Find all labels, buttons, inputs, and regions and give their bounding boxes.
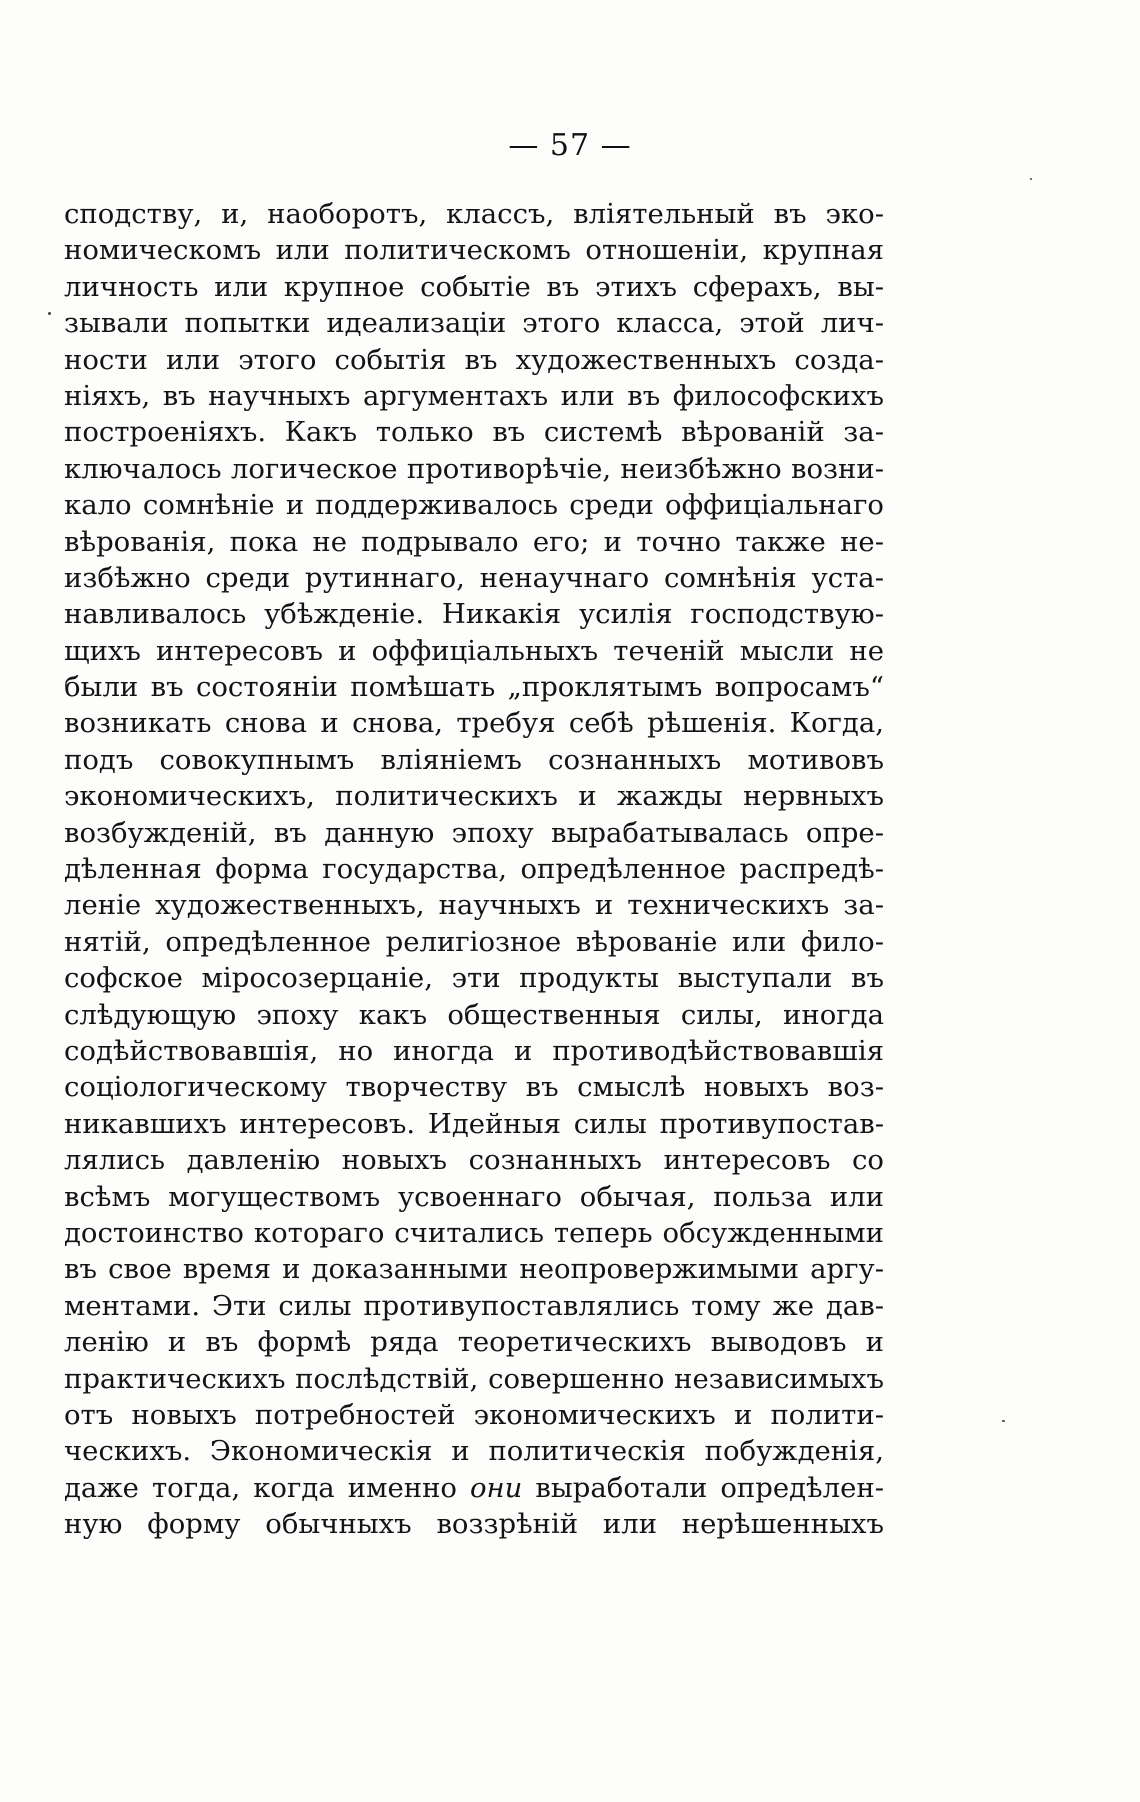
text-line: построенiяхъ. Какъ только въ системѣ вѣрованiй за- [64, 416, 884, 449]
text-line: никавшихъ интересовъ. Идейныя силы противупостав- [64, 1107, 884, 1140]
body-text [64, 196, 884, 1542]
text-line: отъ новыхъ потребностей экономическихъ и полити- [64, 1398, 884, 1431]
text-line: сподству, и, наоборотъ, классъ, влiятельный въ эко- [64, 198, 884, 230]
text-line: возбужденiй, въ данную эпоху вырабатывалась опре- [64, 816, 884, 849]
print-speck [48, 312, 51, 315]
text-line: нятiй, опредѣленное религiозное вѣрованiе или фило- [64, 925, 884, 958]
print-speck [1002, 1420, 1005, 1422]
text-line: экономическихъ, политическихъ и жажды нервныхъ [64, 780, 884, 813]
text-line-with-emphasis [64, 1470, 884, 1506]
text-line: возникать снова и снова, требуя себѣ рѣшенiя. Когда, [64, 707, 884, 740]
text-line: ленiе художественныхъ, научныхъ и техническихъ за- [64, 889, 884, 922]
text-line: слѣдующую эпоху какъ общественныя силы, иногда [64, 998, 884, 1031]
text-line: навливалось убѣжденiе. Никакiя усилiя господствую- [64, 598, 884, 631]
emphasized-word: они [470, 1471, 523, 1504]
text-line: кало сомнѣнiе и поддерживалось среди оффицiальнаго [64, 489, 884, 522]
text-line: всѣмъ могуществомъ усвоеннаго обычая, польза или [64, 1180, 884, 1213]
text-line: номическомъ или политическомъ отношенiи, крупная [64, 234, 884, 267]
text-line: практическихъ послѣдствiй, совершенно независимыхъ [64, 1362, 884, 1395]
text-line: щихъ интересовъ и оффицiальныхъ теченiй мысли не [64, 634, 884, 667]
text-segment: выработали опредѣлен- [522, 1471, 884, 1504]
text-line: избѣжно среди рутиннаго, ненаучнаго сомнѣнiя уста- [64, 561, 884, 594]
text-line: ключалось логическое противорѣчiе, неизбѣжно возни- [64, 452, 884, 485]
text-line: подъ совокупнымъ влiянiемъ сознанныхъ мотивовъ [64, 743, 884, 776]
text-line: лялись давленiю новыхъ сознанныхъ интересовъ со [64, 1144, 884, 1177]
text-line: достоинство котораго считались теперь обсужденными [64, 1216, 884, 1249]
text-line: вѣрованiя, пока не подрывало его; и точно также не- [64, 525, 884, 558]
text-segment: даже тогда, когда именно [64, 1471, 470, 1504]
text-line: въ свое время и доказанными неопровержимыми аргу- [64, 1253, 884, 1286]
text-line: ности или этого событiя въ художественныхъ созда- [64, 343, 884, 376]
text-line: ную форму обычныхъ воззрѣнiй или нерѣшенныхъ [64, 1508, 884, 1541]
text-line: софское мiросозерцанiе, эти продукты выступали въ [64, 962, 884, 995]
page-number: — 57 — [508, 128, 632, 163]
text-line: зывали попытки идеализацiи этого класса, этой лич- [64, 307, 884, 340]
text-line: были въ состоянiи помѣшать „проклятымъ вопросамъ“ [64, 671, 884, 704]
text-line: соцiологическому творчеству въ смыслѣ новыхъ воз- [64, 1071, 884, 1104]
text-line: дѣленная форма государства, опредѣленное распредѣ- [64, 853, 884, 886]
text-line: ческихъ. Экономическiя и политическiя побужденiя, [64, 1435, 884, 1468]
print-speck [1030, 178, 1032, 180]
text-line: личность или крупное событiе въ этихъ сферахъ, вы- [64, 270, 884, 303]
text-line: нiяхъ, въ научныхъ аргументахъ или въ философскихъ [64, 379, 884, 412]
text-line: ментами. Эти силы противупоставлялись тому же дав- [64, 1289, 884, 1322]
text-line: ленiю и въ формѣ ряда теоретическихъ выводовъ и [64, 1326, 884, 1359]
text-line: содѣйствовавшiя, но иногда и противодѣйствовавшiя [64, 1034, 884, 1067]
